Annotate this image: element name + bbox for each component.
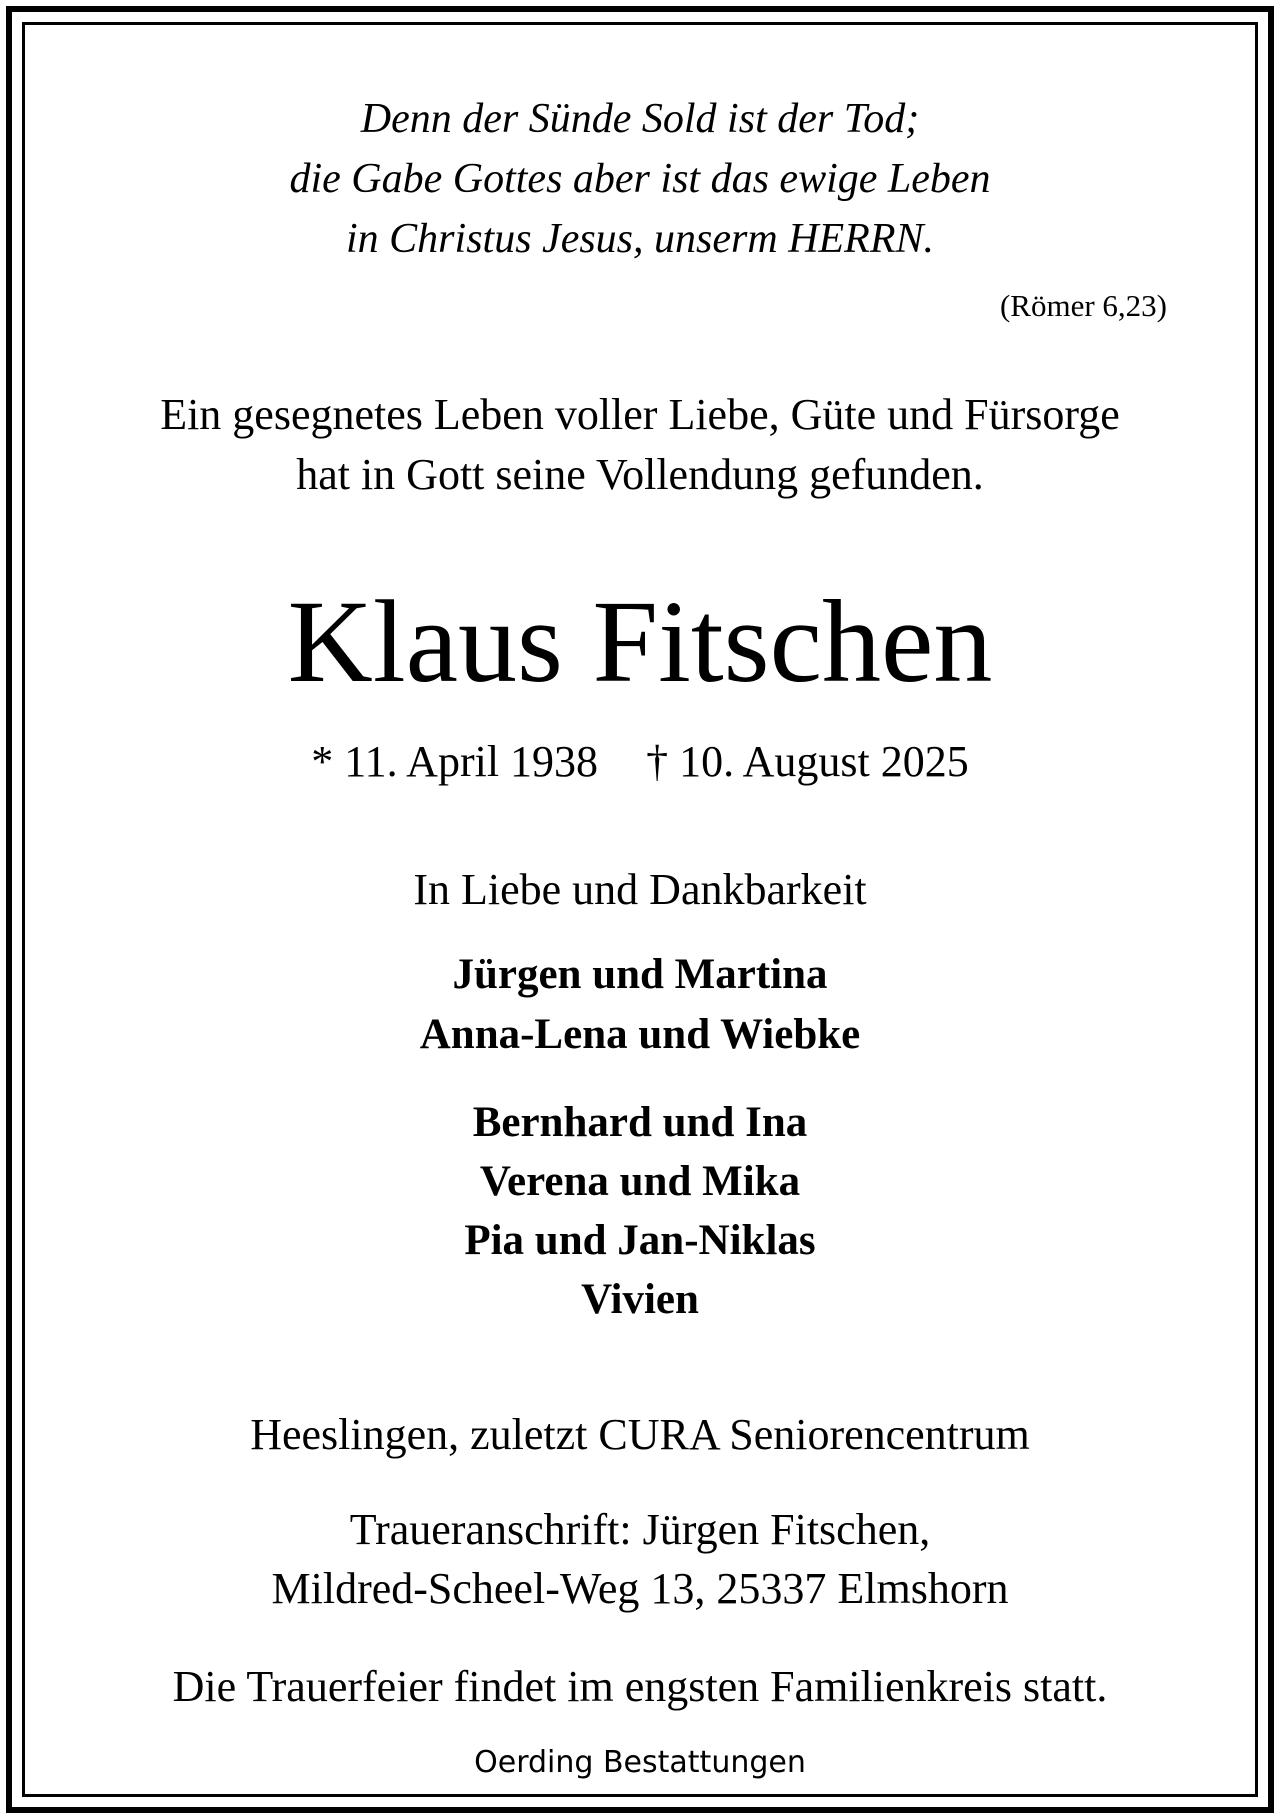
address-line-2: Mildred-Scheel-Weg 13, 25337 Elmshorn <box>271 1564 1009 1613</box>
location: Heeslingen, zuletzt CURA Seniorencentrum <box>250 1410 1030 1459</box>
closing-phrase: In Liebe und Dankbarkeit <box>413 865 867 914</box>
mourner-group2-line-4: Vivien <box>581 1276 699 1323</box>
mourner-group2-line-3: Pia und Jan-Niklas <box>464 1217 816 1264</box>
verse-line-2: die Gabe Gottes aber ist das ewige Leben <box>289 156 991 202</box>
mourner-group2-line-1: Bernhard und Ina <box>472 1099 808 1146</box>
verse-line-3: in Christus Jesus, unserm HERRN. <box>346 216 934 262</box>
undertaker: Oerding Bestattungen <box>474 1745 806 1780</box>
verse-line-1: Denn der Sünde Sold ist der Tod; <box>360 96 920 142</box>
intro-line-1: Ein gesegnetes Leben voller Liebe, Güte und Fürsorge <box>160 390 1120 439</box>
verse-reference: (Römer 6,23) <box>999 288 1167 323</box>
death-date: † 10. August 2025 <box>646 737 969 786</box>
mourner-group1-line-1: Jürgen und Martina <box>452 951 828 998</box>
ceremony-note: Die Trauerfeier findet im engsten Familienkreis statt. <box>172 1662 1108 1711</box>
deceased-name: Klaus Fitschen <box>287 576 993 707</box>
life-dates <box>0 737 1280 786</box>
intro-line-2: hat in Gott seine Vollendung gefunden. <box>296 450 984 499</box>
mourner-group1-line-2: Anna-Lena und Wiebke <box>419 1011 861 1058</box>
address-line-1: Traueranschrift: Jürgen Fitschen, <box>349 1505 931 1554</box>
birth-date: * 11. April 1938 <box>311 737 599 786</box>
mourner-group2-line-2: Verena und Mika <box>479 1158 801 1205</box>
